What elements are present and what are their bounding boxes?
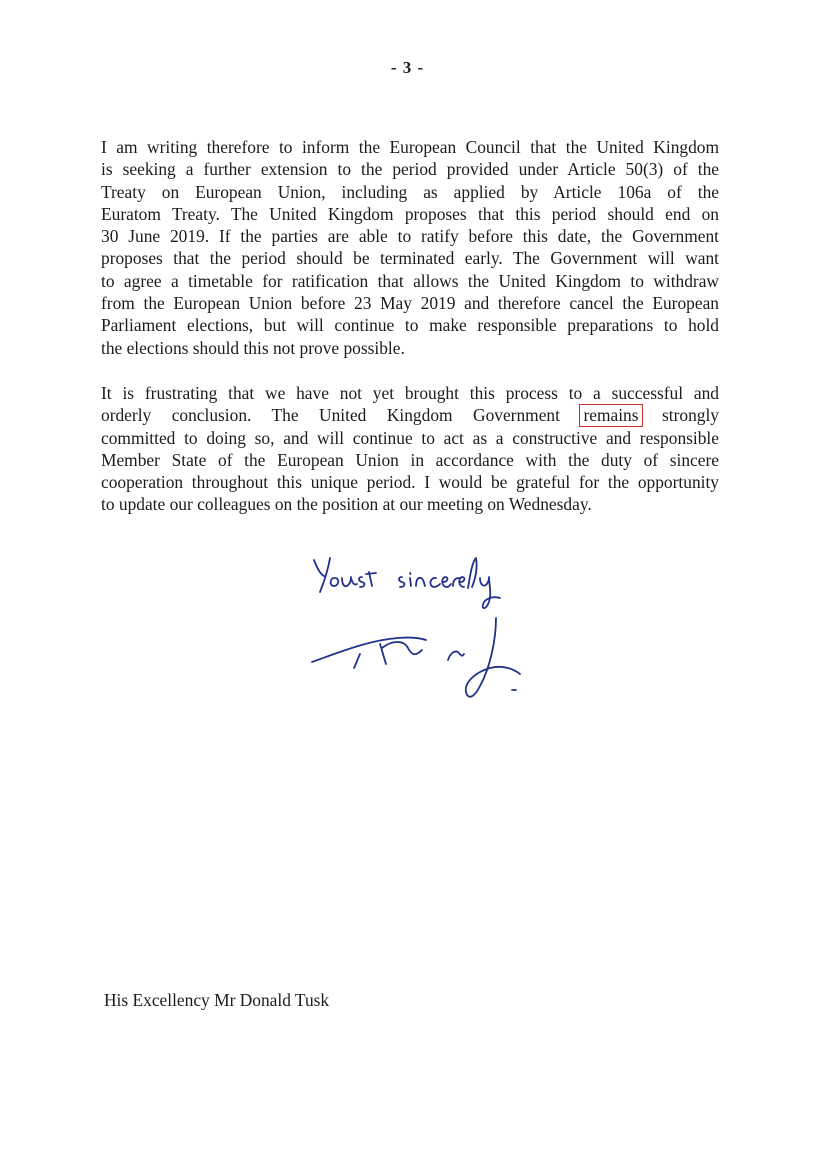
page-number: - 3 -: [390, 58, 425, 77]
paragraph-commitment: [101, 382, 719, 516]
text-line: Parliament elections, but will continue to make responsible preparations to hold: [101, 315, 719, 336]
handwritten-signature: [300, 540, 540, 720]
text-line: committed to doing so, and will continue to act as a constructive and responsible: [101, 427, 719, 448]
text-line: is seeking a further extension to the period provided under Article 50(3) of the: [101, 159, 719, 180]
recipient-name: His Excellency Mr Donald Tusk: [104, 990, 330, 1010]
highlighted-word-box: remains: [579, 404, 642, 427]
text-line: Euratom Treaty. The United Kingdom proposes that this period should end on: [101, 203, 719, 224]
text-line: cooperation throughout this unique period. I would be grateful for the opportunity: [101, 472, 719, 493]
text-line: It is frustrating that we have not yet brought this process to a successful and: [101, 383, 719, 403]
text-line: to update our colleagues on the position at our meeting on Wednesday.: [101, 494, 592, 515]
text-line-with-highlight: [101, 404, 719, 426]
text-line: 30 June 2019. If the parties are able to ratify before this date, the Government: [101, 226, 719, 247]
text-line: proposes that the period should be terminated early. The Government will want: [101, 248, 719, 269]
text-line: I am writing therefore to inform the European Council that the United Kingdom: [101, 137, 719, 157]
text-line: from the European Union before 23 May 2019 and therefore cancel the European: [101, 293, 719, 314]
paragraph-extension-request: [101, 136, 719, 359]
text-line: Treaty on European Union, including as applied by Article 106a of the: [101, 181, 719, 202]
text-line: to agree a timetable for ratification that allows the United Kingdom to withdraw: [101, 270, 719, 291]
handwritten-closing: [300, 540, 540, 720]
text-line: Member State of the European Union in accordance with the duty of sincere: [101, 449, 719, 470]
text-line: the elections should this not prove possible.: [101, 337, 405, 358]
text-segment: strongly: [661, 405, 719, 426]
text-segment: orderly conclusion. The United Kingdom Government: [101, 405, 560, 426]
